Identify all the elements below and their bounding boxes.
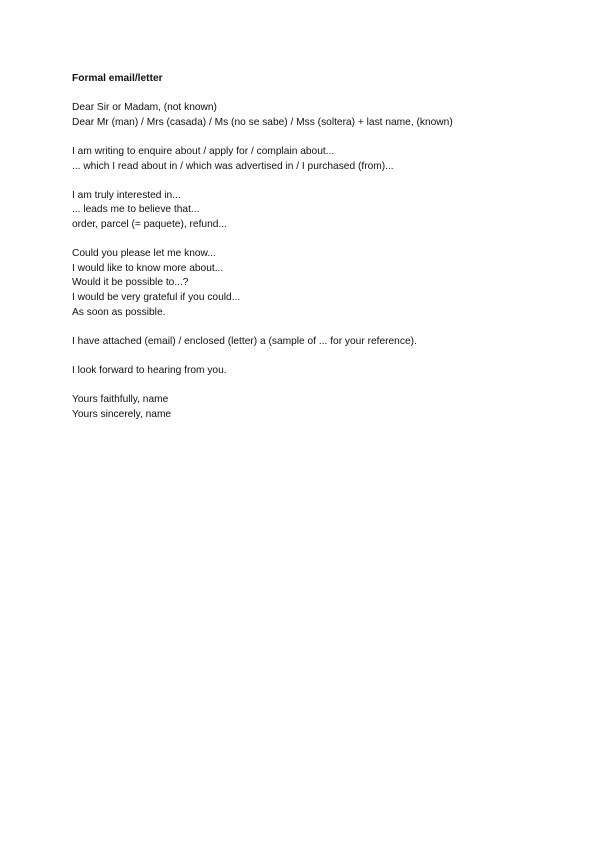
text-line: Could you please let me know...	[72, 248, 216, 260]
paragraph-closing	[72, 364, 542, 379]
text-line: I have attached (email) / enclosed (letter) a (sample of ... for your reference).	[72, 335, 417, 347]
paragraph-requests	[72, 247, 542, 320]
text-line: I would like to know more about...	[72, 262, 224, 274]
paragraph-interest	[72, 189, 542, 233]
paragraph-opening	[72, 145, 542, 174]
text-line: I am truly interested in...	[72, 189, 181, 201]
text-line: Would it be possible to...?	[72, 277, 189, 289]
paragraph-signoff	[72, 393, 542, 422]
document-title: Formal email/letter	[72, 73, 163, 84]
text-line: ... leads me to believe that...	[72, 204, 200, 216]
paragraph-salutation	[72, 101, 542, 130]
text-line: Yours sincerely, name	[72, 408, 172, 420]
text-line: Yours faithfully, name	[72, 394, 169, 406]
text-line: I look forward to hearing from you.	[72, 364, 227, 376]
paragraph-attachment	[72, 335, 542, 350]
text-line: Dear Mr (man) / Mrs (casada) / Ms (no se sabe) / Mss (soltera) + last name, (known)	[72, 116, 453, 128]
text-line: As soon as possible.	[72, 306, 166, 318]
text-line: I would be very grateful if you could...	[72, 291, 241, 303]
text-line: I am writing to enquire about / apply for / complain about...	[72, 145, 335, 157]
document-body	[72, 72, 542, 422]
text-line: order, parcel (= paquete), refund...	[72, 218, 227, 230]
text-line: ... which I read about in / which was advertised in / I purchased (from)...	[72, 160, 394, 172]
text-line: Dear Sir or Madam, (not known)	[72, 102, 217, 114]
